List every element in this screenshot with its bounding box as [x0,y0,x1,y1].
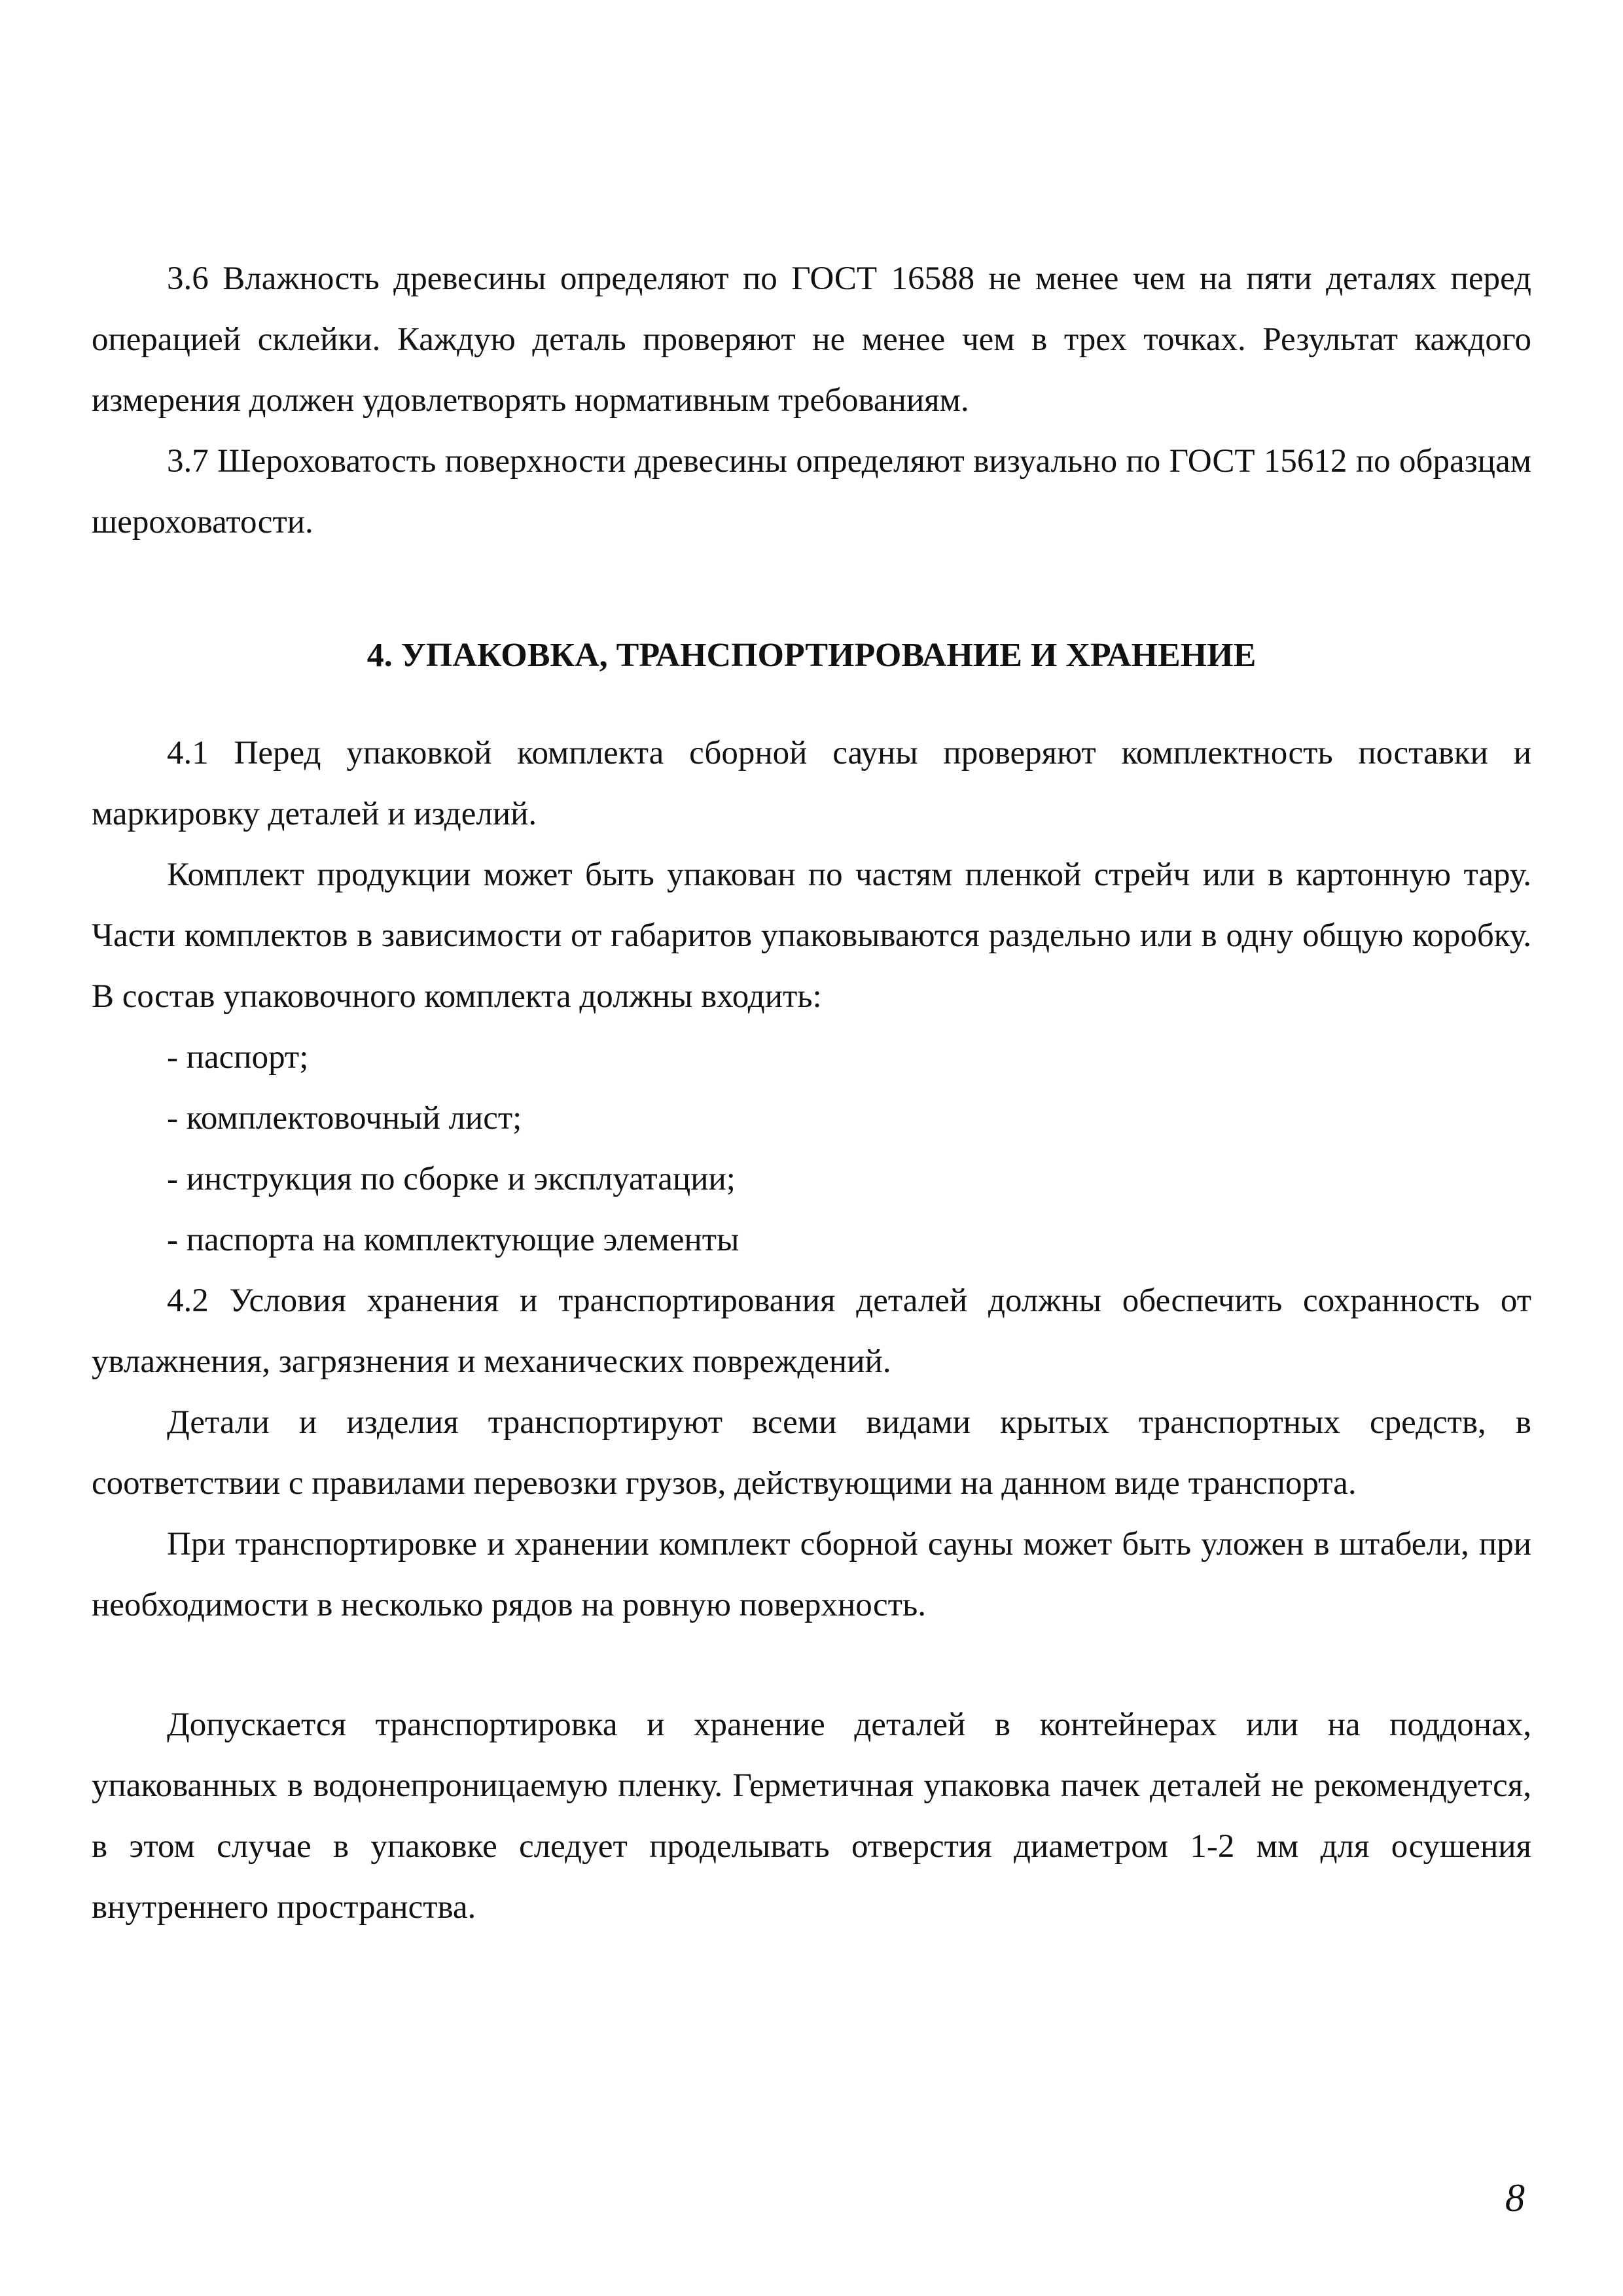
list-item-packing-list: - комплектовочный лист; [167,1100,522,1137]
section-4-heading: 4. УПАКОВКА, ТРАНСПОРТИРОВАНИЕ И ХРАНЕНИЕ [366,637,1257,674]
section-4-block [92,723,1531,1636]
paragraph-4-2: 4.2 Условия хранения и транспортирования деталей должны обеспечить сохранность от увлажнения, загрязнения и механических повреждений. [92,1282,1531,1380]
paragraph-containers: Допускается транспортировка и хранение деталей в контейнерах или на поддонах, упакованных в водонепроницаемую пленку. Герметичная упаковка пачек деталей не рекомендуется, в этом случае в упаковке следует проделывать отверстия диаметром 1-2 мм для осушения внутреннего пространства. [92,1706,1531,1926]
section-3-block [92,249,1531,553]
paragraph-4-1: 4.1 Перед упаковкой комплекта сборной сауны проверяют комплектность поставки и маркировку деталей и изделий. [92,735,1531,832]
paragraph-3-6: 3.6 Влажность древесины определяют по ГОСТ 16588 не менее чем на пяти деталях перед операцией склейки. Каждую деталь проверяют не менее чем в трех точках. Результат каждого измерения должен удовлетворять нормативным требованиям. [92,260,1531,419]
paragraph-3-7: 3.7 Шероховатость поверхности древесины определяют визуально по ГОСТ 15612 по образцам шероховатости. [92,443,1531,540]
list-item-passport: - паспорт; [167,1039,309,1076]
section-4-containers-block [92,1695,1531,1938]
paragraph-storage: При транспортировке и хранении комплект сборной сауны может быть уложен в штабели, при необходимости в несколько рядов на ровную поверхность. [92,1526,1531,1623]
paragraph-transport: Детали и изделия транспортируют всеми видами крытых транспортных средств, в соответствии с правилами перевозки грузов, действующими на данном виде транспорта. [92,1404,1531,1502]
list-item-component-passports: - паспорта на комплектующие элементы [167,1222,740,1258]
paragraph-kit-contents: Комплект продукции может быть упакован по частям пленкой стрейч или в картонную тару. Части комплектов в зависимости от габаритов упаковываются раздельно или в одну общую коробку. В состав упаковочного комплекта должны входить: [92,857,1531,1015]
page-number: 8 [1505,2176,1525,2219]
list-item-instructions: - инструкция по сборке и эксплуатации; [167,1161,736,1197]
